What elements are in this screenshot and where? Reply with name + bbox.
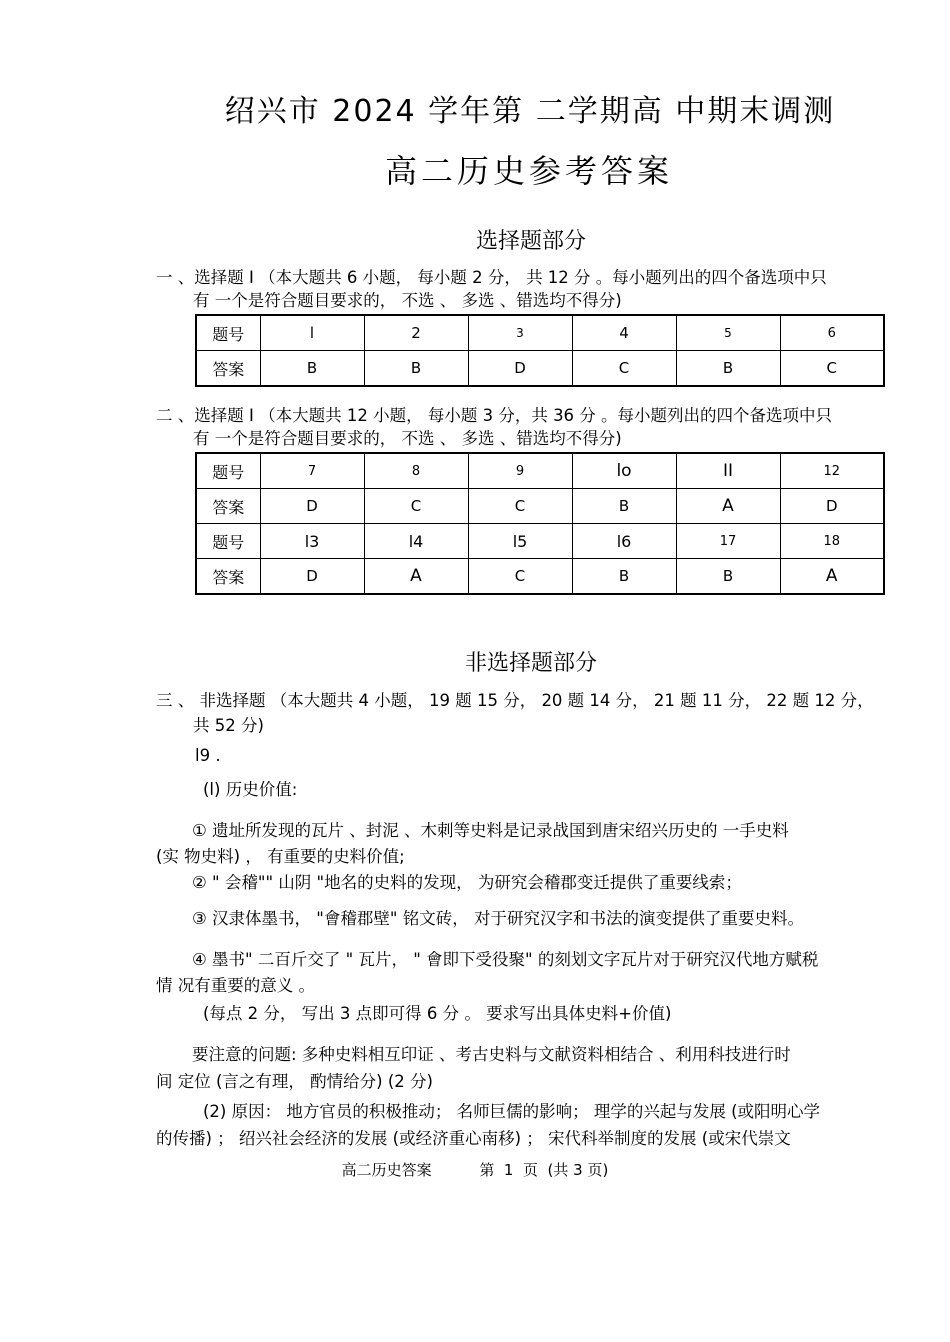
answer-cell: B [572,559,676,595]
question-number: l [260,315,364,351]
question-number: II [676,453,780,489]
point-1-line2: (实 物史料) ， 有重要的史料价值; [156,847,405,866]
answer-cell: C [468,559,572,595]
question-number: 17 [676,524,780,559]
question-number: l5 [468,524,572,559]
answer-cell: B [676,559,780,595]
part1-instruction-line1: 一 、选择题 I （本大题共 6 小题， 每小题 2 分， 共 12 分 。每小题列出的四个备选项中只 [156,268,827,287]
question-number: l4 [364,524,468,559]
table-row [196,524,884,559]
point-4-line2: 情 况有重要的意义 。 [156,976,315,995]
row-label-number: 题号 [196,524,260,559]
table-row [196,351,884,387]
question-number: l6 [572,524,676,559]
row-label-answer: 答案 [196,559,260,595]
part2-answer-table [195,452,885,595]
question-number: 8 [364,453,468,489]
answer-cell: C [364,489,468,524]
question-number: 12 [780,453,884,489]
answer-cell: B [572,489,676,524]
part3-instruction-line1: 三 、 非选择题 （本大题共 4 小题， 19 题 15 分， 20 题 14 分， 21 题 11 分， 22 题 12 分， [156,691,874,710]
scoring-note: (每点 2 分， 写出 3 点即可得 6 分 。 要求写出具体史料+价值) [203,1004,672,1023]
question-number: 7 [260,453,364,489]
sub-question-1-heading: (l) 历史价值: [203,780,298,799]
answer-cell: D [780,489,884,524]
table-row [196,489,884,524]
row-label-number: 题号 [196,453,260,489]
question-number: 2 [364,315,468,351]
question-number: 3 [468,315,572,351]
row-label-answer: 答案 [196,351,260,387]
question-number: lo [572,453,676,489]
part1-answer-table [195,314,885,387]
answer-cell: A [676,489,780,524]
table-row [196,559,884,595]
question-number: 18 [780,524,884,559]
sub-question-2-line1: (2) 原因： 地方官员的积极推动； 名师巨儒的影响； 理学的兴起与发展 (或阳明心学 [203,1102,821,1121]
section-heading-choice: 选择题部分 [475,229,586,254]
part3-instruction-line2: 共 52 分) [193,716,264,735]
answer-cell: D [260,559,364,595]
footer-doc-name: 高二历史答案 [341,1161,432,1179]
page-title: 绍兴市 2024 学年第 二学期高 中期末调测 [224,94,836,129]
row-label-number: 题号 [196,315,260,351]
point-2: ② " 会稽"" 山阴 "地名的史料的发现， 为研究会稽郡变迁提供了重要线索； [192,873,742,892]
note-line1: 要注意的问题: 多种史料相互印证 、考古史料与文献资料相结合 、利用科技进行时 [192,1045,791,1064]
answer-cell: A [364,559,468,595]
answer-cell: C [468,489,572,524]
answer-cell: C [572,351,676,387]
point-3: ③ 汉隶体墨书， "會稽郡壁" 铭文砖， 对于研究汉字和书法的演变提供了重要史料。 [192,909,804,928]
part2-instruction-line2: 有 一个是符合题目要求的， 不选 、 多选 、错选均不得分) [193,429,622,448]
answer-cell: B [676,351,780,387]
table-row [196,453,884,489]
question-19-number: l9 . [195,746,221,765]
part2-instruction-line1: 二 、选择题 I （本大题共 12 小题， 每小题 3 分，共 36 分 。每小题列出的四个备选项中只 [156,406,833,425]
answer-cell: D [468,351,572,387]
page-subtitle: 高二历史参考答案 [384,152,673,190]
answer-cell: B [364,351,468,387]
answer-cell: B [260,351,364,387]
answer-cell: D [260,489,364,524]
point-1-line1: ① 遗址所发现的瓦片 、封泥 、木刺等史料是记录战国到唐宋绍兴历史的 一手史料 [192,821,789,840]
question-number: 9 [468,453,572,489]
note-line2: 间 定位 (言之有理， 酌情给分) (2 分) [156,1072,433,1091]
question-number: l3 [260,524,364,559]
sub-question-2-line2: 的传播) ； 绍兴社会经济的发展 (或经济重心南移) ； 宋代科举制度的发展 (或宋代崇文 [156,1129,791,1148]
section-heading-nonchoice: 非选择题部分 [464,651,597,676]
question-number: 5 [676,315,780,351]
footer-page-info: 第 1 页 (共 3 页) [479,1161,609,1179]
row-label-answer: 答案 [196,489,260,524]
answer-cell: A [780,559,884,595]
question-number: 4 [572,315,676,351]
table-row [196,315,884,351]
question-number: 6 [780,315,884,351]
point-4-line1: ④ 墨书" 二百斤交了 " 瓦片， " 會即下受役聚" 的刻划文字瓦片对于研究汉代地方赋税 [192,950,819,969]
part1-instruction-line2: 有 一个是符合题目要求的， 不选 、 多选 、错选均不得分) [193,291,622,310]
answer-cell: C [780,351,884,387]
page-footer [0,1159,950,1180]
